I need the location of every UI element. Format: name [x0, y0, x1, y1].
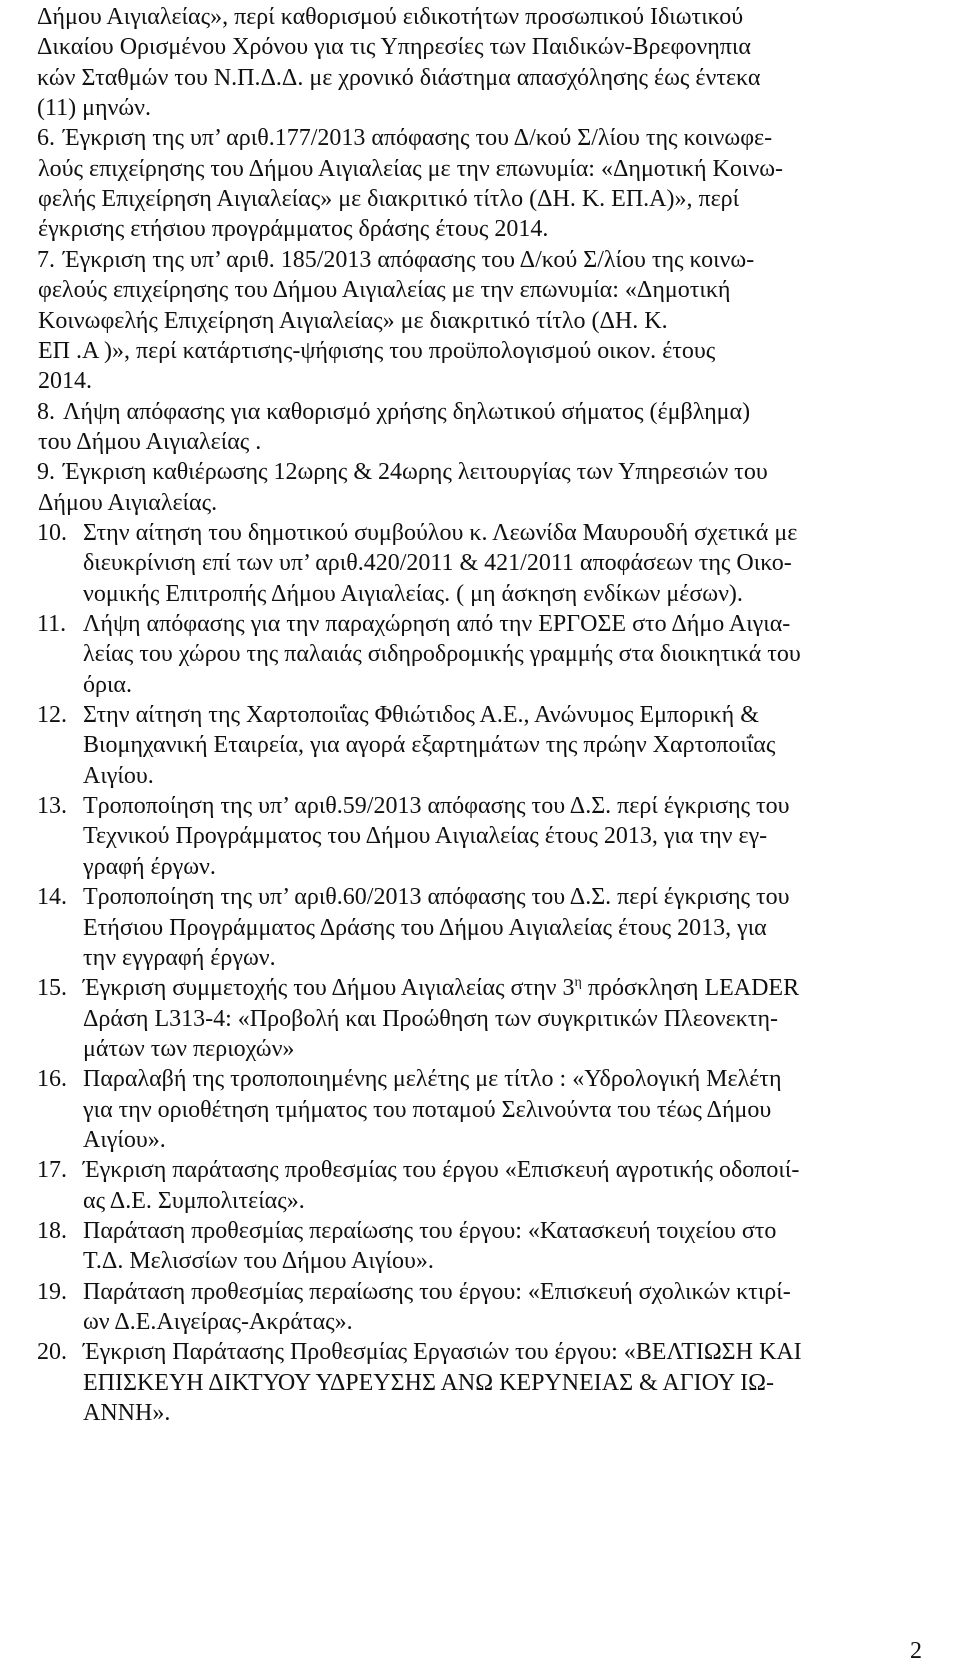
agenda-item-number: 9. [37, 459, 55, 486]
superscript-text: η [574, 975, 582, 991]
agenda-item-text: για την οριοθέτηση τμήματος του ποταμού Σελινούντα του τέως Δήμου [83, 1096, 772, 1123]
agenda-item-text-line [37, 63, 761, 93]
agenda-item-text: Έγκριση Παράτασης Προθεσμίας Εργασιών του έργου: «ΒΕΛΤΙΩΣΗ ΚΑΙ [83, 1339, 802, 1366]
page-number: 2 [910, 1638, 922, 1664]
agenda-item-text: του Δήμου Αιγιαλείας . [38, 428, 262, 455]
agenda-item-text: Κοινωφελής Επιχείρηση Αιγιαλείας» με διακριτικό τίτλο (ΔΗ. Κ. [38, 307, 668, 334]
agenda-item-text: Αιγίου». [83, 1126, 166, 1153]
agenda-item-text-line [37, 93, 151, 123]
agenda-item-number: 11. [37, 611, 67, 637]
agenda-item-text: διευκρίνιση επί των υπ’ αριθ.420/2011 & 421/2011 αποφάσεων της Οικο- [83, 550, 792, 577]
agenda-item-text-line [38, 488, 217, 518]
agenda-item-text: ων Δ.Ε.Αιγείρας-Ακράτας». [83, 1309, 353, 1336]
agenda-item-text: ΕΠΙΣΚΕΥΗ ΔΙΚΤΥΟΥ ΥΔΡΕΥΣΗΣ ΑΝΩ ΚΕΡΥΝΕΙΑΣ & ΑΓΙΟΥ ΙΩ- [83, 1369, 774, 1396]
agenda-item-text-line [83, 1337, 802, 1367]
agenda-item-number: 20. [37, 1339, 67, 1366]
agenda-item-text: γραφή έργων. [83, 853, 216, 880]
agenda-item-text-line [83, 1064, 782, 1094]
agenda-item-text-line [83, 730, 775, 760]
agenda-item-text-line [38, 184, 739, 214]
agenda-item-text: (11) μηνών. [37, 95, 152, 122]
agenda-item-text: κών Σταθμών του Ν.Π.Δ.Δ. με χρονικό διάστημα απασχόλησης έως έντεκα [37, 64, 761, 91]
agenda-item-number: 10. [37, 519, 67, 546]
agenda-item-text: Στην αίτηση της Χαρτοποιΐας Φθιώτιδος Α.Ε., Ανώνυμος Εμπορική & [83, 702, 759, 729]
agenda-item-text-line [63, 123, 772, 153]
agenda-item-text-line [83, 1368, 774, 1398]
agenda-item-text-line [83, 761, 154, 791]
agenda-item-text-line [38, 366, 92, 396]
agenda-item-text: Έγκριση συμμετοχής του Δήμου Αιγιαλείας στην 3 [83, 975, 575, 1002]
agenda-item-number: 16. [37, 1066, 67, 1093]
agenda-item-number: 8. [37, 398, 55, 425]
agenda-item-text-line [83, 1095, 771, 1125]
agenda-item-text: λούς επιχείρησης του Δήμου Αιγιαλείας με την επωνυμία: «Δημοτική Κοινω- [38, 155, 783, 182]
agenda-item-text: έγκρισης ετήσιου προγράμματος δράσης έτους 2014. [38, 216, 549, 243]
agenda-item-text-line [83, 548, 792, 578]
agenda-item-text-line [83, 1277, 791, 1307]
agenda-item-text: Λήψη απόφασης για την παραχώρηση από την ΕΡΓΟΣΕ στο Δήμο Αιγια- [83, 611, 791, 637]
agenda-item-text: Παραλαβή της τροποποιημένης μελέτης με τίτλο : «Υδρολογική Μελέτη [83, 1066, 782, 1093]
agenda-item-text: νομικής Επιτροπής Δήμου Αιγιαλείας. ( μη άσκηση ενδίκων μέσων). [83, 580, 743, 607]
agenda-item-text: την εγγραφή έργων. [83, 944, 276, 971]
agenda-item-text-line [83, 913, 767, 943]
agenda-item-text-line [83, 639, 801, 669]
agenda-item-text-line [38, 427, 261, 457]
agenda-item-text: Τροποποίηση της υπ’ αριθ.60/2013 απόφασης του Δ.Σ. περί έγκρισης του [83, 884, 790, 911]
agenda-item-text: ας Δ.Ε. Συμπολιτείας». [83, 1187, 305, 1214]
agenda-item-text-line [83, 700, 759, 730]
agenda-item-text: Δικαίου Ορισμένου Χρόνου για τις Υπηρεσίες των Παιδικών-Βρεφονηπια [37, 34, 751, 61]
agenda-item-text: φελούς επιχείρησης του Δήμου Αιγιαλείας με την επωνυμία: «Δημοτική [38, 277, 731, 304]
agenda-item-number: 17. [37, 1157, 67, 1184]
agenda-item-text: μάτων των περιοχών» [83, 1035, 295, 1062]
agenda-item-text: όρια. [83, 671, 133, 698]
agenda-item-text-line [38, 306, 668, 336]
agenda-item-text-line [83, 1216, 776, 1246]
agenda-item-text-line [83, 518, 797, 548]
agenda-item-text-line [83, 579, 743, 609]
agenda-item-text-line [83, 852, 216, 882]
agenda-item-text-line [37, 32, 751, 62]
agenda-item-number: 12. [37, 702, 67, 729]
agenda-item-text-line [83, 973, 799, 1003]
agenda-item-text-line [38, 214, 548, 244]
agenda-item-number: 6. [37, 125, 55, 152]
agenda-item-text-line [83, 943, 276, 973]
agenda-item-text: Δράση L313-4: «Προβολή και Προώθηση των συγκριτικών Πλεονεκτη- [83, 1005, 778, 1032]
agenda-item-text: Έγκριση καθιέρωσης 12ωρης & 24ωρης λειτουργίας των Υπηρεσιών του [63, 459, 768, 486]
agenda-item-text-line [83, 791, 790, 821]
agenda-item-text-line [83, 1155, 799, 1185]
agenda-item-text: ΕΠ .Α )», περί κατάρτισης-ψήφισης του προϋπολογισμού οικον. έτους [38, 337, 716, 364]
agenda-item-text: λείας του χώρου της παλαιάς σιδηροδρομικής γραμμής στα διοικητικά του [83, 641, 801, 668]
agenda-item-text-line [37, 2, 743, 32]
agenda-item-text-tail: πρόσκληση LEADER [581, 975, 800, 1002]
agenda-item-text-line [63, 245, 754, 275]
agenda-item-text: φελής Επιχείρηση Αιγιαλείας» με διακριτικό τίτλο (ΔΗ. Κ. ΕΠ.Α)», περί [38, 186, 740, 213]
agenda-item-number: 18. [37, 1218, 67, 1244]
agenda-item-number: 14. [37, 884, 67, 911]
agenda-item-text: Έγκριση παράτασης προθεσμίας του έργου «Επισκευή αγροτικής οδοποιί- [83, 1157, 800, 1184]
agenda-item-number: 7. [37, 246, 55, 273]
agenda-item-text-line [83, 1125, 166, 1155]
agenda-item-text: Τ.Δ. Μελισσίων του Δήμου Αιγίου». [83, 1248, 434, 1275]
agenda-item-text: Έγκριση της υπ’ αριθ.177/2013 απόφασης του Δ/κού Σ/λίου της κοινωφε- [63, 125, 773, 152]
agenda-item-text: Παράταση προθεσμίας περαίωσης του έργου: «Επισκευή σχολικών κτιρί- [83, 1278, 791, 1305]
agenda-item-text-line [83, 1307, 353, 1337]
agenda-item-number: 15. [37, 975, 67, 1002]
agenda-item-text: ΑΝΝΗ». [83, 1400, 171, 1427]
agenda-item-text-line [63, 397, 750, 427]
agenda-item-text-line [83, 882, 790, 912]
agenda-item-text: Βιομηχανική Εταιρεία, για αγορά εξαρτημάτων της πρώην Χαρτοποιΐας [83, 732, 776, 759]
agenda-item-text-line [83, 1034, 294, 1064]
agenda-item-text: Λήψη απόφασης για καθορισμό χρήσης δηλωτικού σήματος (έμβλημα) [63, 398, 751, 425]
agenda-item-text: Έγκριση της υπ’ αριθ. 185/2013 απόφασης του Δ/κού Σ/λίου της κοινω- [63, 246, 755, 273]
agenda-item-text: Αιγίου. [83, 762, 154, 789]
agenda-item-number: 19. [37, 1278, 67, 1305]
agenda-item-text: Δήμου Αιγιαλείας. [38, 489, 218, 516]
agenda-item-text: Τροποποίηση της υπ’ αριθ.59/2013 απόφασης του Δ.Σ. περί έγκρισης του [83, 793, 790, 820]
agenda-item-text-line [83, 821, 767, 851]
agenda-item-text-line [63, 457, 768, 487]
agenda-item-text: Δήμου Αιγιαλείας», περί καθορισμού ειδικοτήτων προσωπικού Ιδιωτικού [37, 4, 744, 30]
agenda-item-text-line [83, 1398, 170, 1428]
agenda-item-text-line [83, 1004, 778, 1034]
agenda-item-text-line [38, 336, 715, 366]
agenda-item-text: Τεχνικού Προγράμματος του Δήμου Αιγιαλείας έτους 2013, για την εγ- [83, 823, 768, 850]
agenda-item-text-line [83, 609, 790, 639]
agenda-item-text-line [38, 154, 783, 184]
agenda-item-text: Ετήσιου Προγράμματος Δράσης του Δήμου Αιγιαλείας έτους 2013, για [83, 914, 767, 941]
agenda-item-text: Στην αίτηση του δημοτικού συμβούλου κ. Λεωνίδα Μαυρουδή σχετικά με [83, 519, 798, 546]
agenda-item-text-line [83, 670, 132, 700]
agenda-item-text: Παράταση προθεσμίας περαίωσης του έργου: «Κατασκευή τοιχείου στο [83, 1218, 777, 1244]
agenda-item-number: 13. [37, 793, 67, 820]
agenda-item-text-line [83, 1186, 305, 1216]
agenda-item-text: 2014. [38, 368, 92, 395]
agenda-item-text-line [83, 1246, 434, 1276]
agenda-item-text-line [38, 275, 730, 305]
